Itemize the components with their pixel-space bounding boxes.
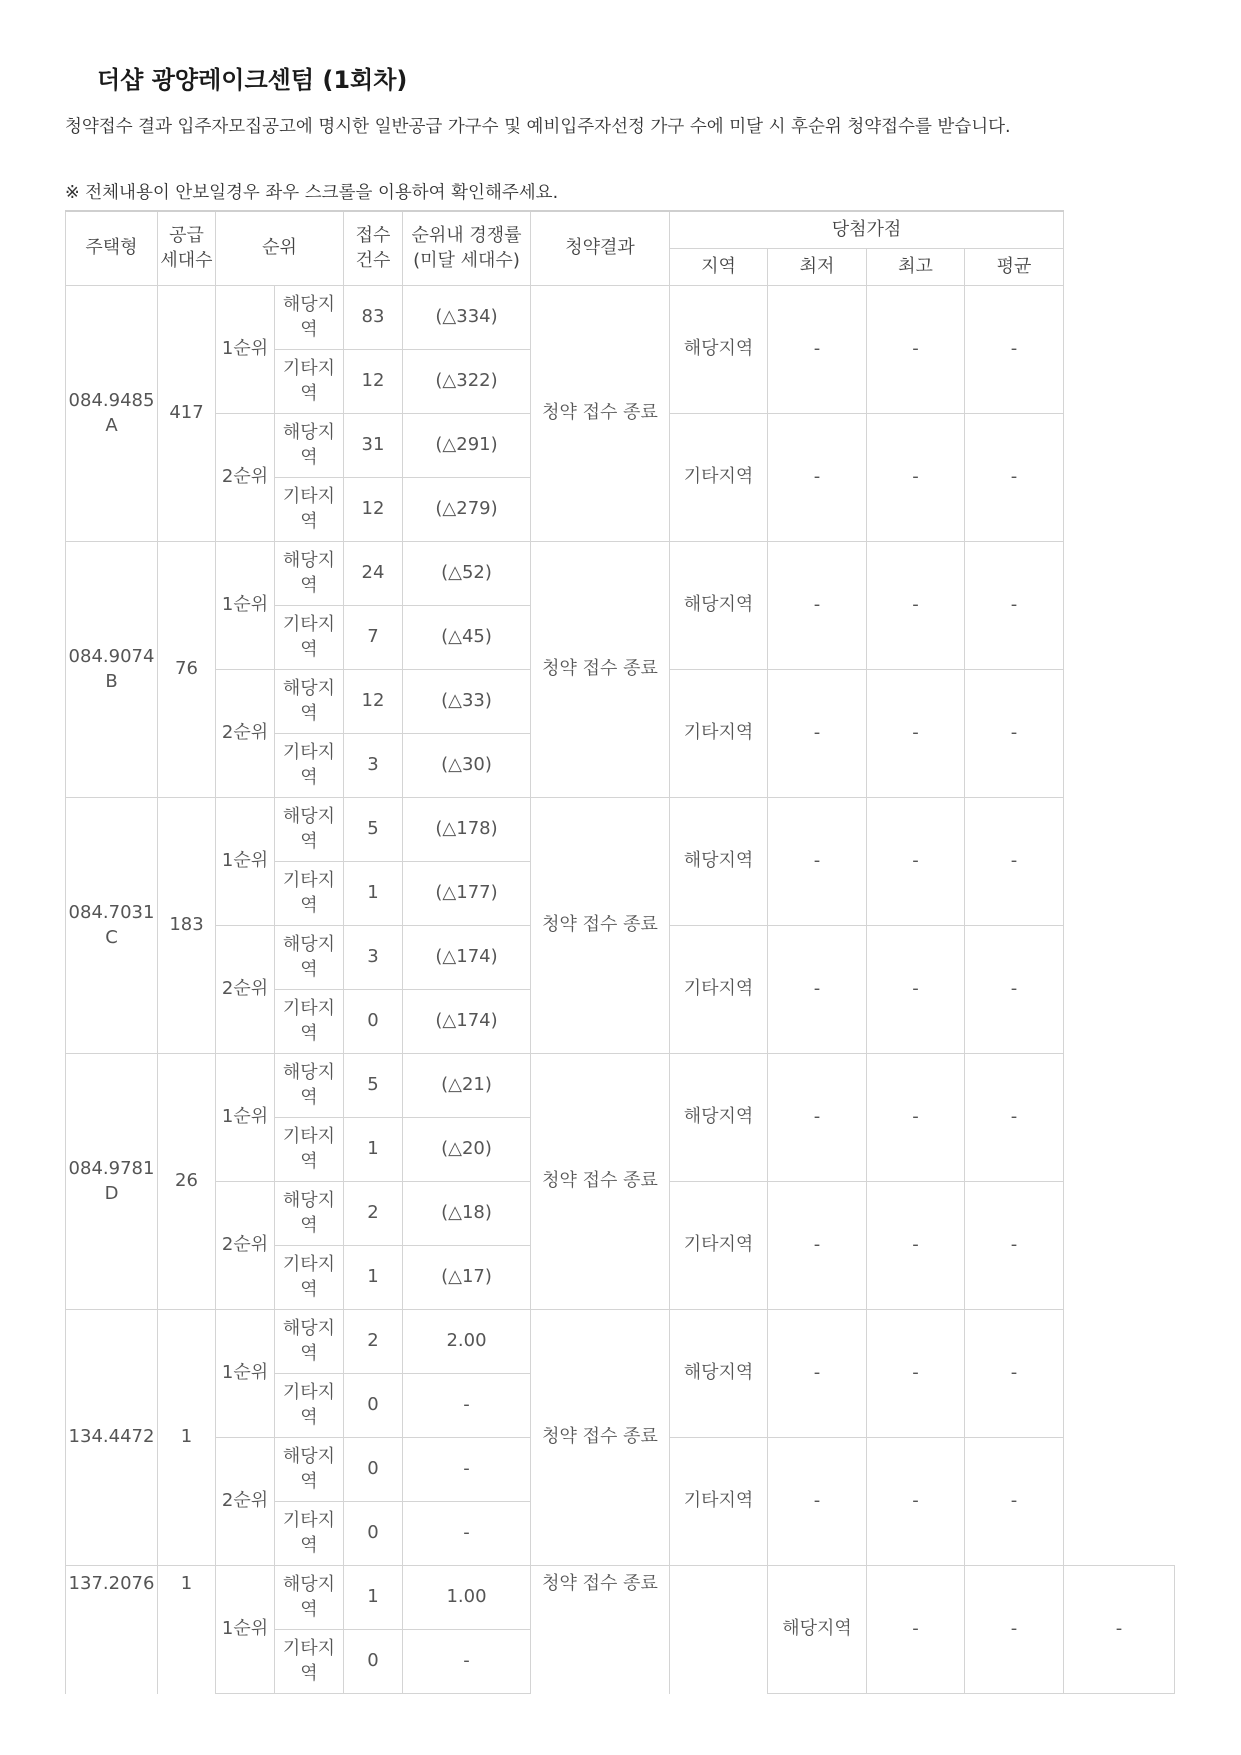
area-cell: 기타지 역 — [275, 478, 344, 542]
score-region-cell: 해당지역 — [670, 1054, 768, 1182]
count-cell: 0 — [344, 1438, 403, 1502]
area-cell: 해당지 역 — [275, 1566, 344, 1630]
count-cell: 0 — [344, 1374, 403, 1438]
count-cell: 12 — [344, 670, 403, 734]
score-region-cell: 해당지역 — [670, 542, 768, 670]
area-cell: 기타지 역 — [275, 734, 344, 798]
count-cell: 0 — [344, 990, 403, 1054]
rank-cell: 2순위 — [216, 1438, 275, 1566]
count-cell: 0 — [344, 1502, 403, 1566]
count-cell: 3 — [344, 734, 403, 798]
count-cell: 1 — [344, 1566, 403, 1630]
score-avg-cell: - — [965, 798, 1064, 926]
ratio-cell: - — [403, 1630, 531, 1694]
area-cell: 기타지 역 — [275, 862, 344, 926]
score-region-cell: 기타지역 — [670, 1438, 768, 1566]
count-cell: 5 — [344, 798, 403, 862]
ratio-cell: (△334) — [403, 286, 531, 350]
score-region-cell: 해당지역 — [768, 1566, 867, 1694]
count-cell: 24 — [344, 542, 403, 606]
score-max-cell: - — [965, 1566, 1064, 1694]
ratio-cell: - — [403, 1374, 531, 1438]
rank-cell: 1순위 — [216, 1054, 275, 1182]
rank-cell: 1순위 — [216, 1310, 275, 1438]
score-avg-cell: - — [965, 926, 1064, 1054]
result-cell: 청약 접수 종료 — [531, 286, 670, 542]
supply-cell: 183 — [158, 798, 216, 1054]
count-cell: 12 — [344, 350, 403, 414]
supply-cell: 417 — [158, 286, 216, 542]
table-row — [66, 1054, 1175, 1118]
score-min-cell: - — [768, 1438, 867, 1566]
score-max-cell: - — [867, 1310, 965, 1438]
ratio-cell: (△52) — [403, 542, 531, 606]
type-cell: 084.7031 C — [66, 798, 158, 1054]
area-cell: 해당지 역 — [275, 670, 344, 734]
ratio-cell: (△30) — [403, 734, 531, 798]
score-max-cell: - — [867, 926, 965, 1054]
area-cell: 해당지 역 — [275, 798, 344, 862]
score-max-cell: - — [867, 414, 965, 542]
table-body — [66, 286, 1175, 1694]
area-cell: 해당지 역 — [275, 1054, 344, 1118]
result-cell: 청약 접수 종료 — [531, 542, 670, 798]
count-cell: 12 — [344, 478, 403, 542]
score-max-cell: - — [867, 798, 965, 926]
ratio-cell: (△33) — [403, 670, 531, 734]
table-row — [66, 286, 1175, 350]
header-supply: 공급 세대수 — [158, 211, 216, 286]
score-min-cell: - — [768, 926, 867, 1054]
score-min-cell: - — [768, 670, 867, 798]
gap-cell — [670, 1566, 768, 1694]
area-cell: 해당지 역 — [275, 1182, 344, 1246]
rank-cell: 2순위 — [216, 670, 275, 798]
score-avg-cell: - — [965, 542, 1064, 670]
score-avg-cell: - — [965, 1438, 1064, 1566]
table-row — [66, 542, 1175, 606]
result-cell: 청약 접수 종료 — [531, 798, 670, 1054]
score-avg-cell: - — [965, 1182, 1064, 1310]
area-cell: 기타지 역 — [275, 1630, 344, 1694]
score-min-cell: - — [768, 414, 867, 542]
score-avg-cell: - — [965, 670, 1064, 798]
type-cell: 084.9485 A — [66, 286, 158, 542]
count-cell: 2 — [344, 1310, 403, 1374]
count-cell: 3 — [344, 926, 403, 990]
area-cell: 해당지 역 — [275, 542, 344, 606]
area-cell: 기타지 역 — [275, 990, 344, 1054]
area-cell: 기타지 역 — [275, 1502, 344, 1566]
score-min-cell: - — [768, 286, 867, 414]
type-cell: 134.4472 — [66, 1310, 158, 1566]
supply-cell: 1 — [158, 1310, 216, 1566]
area-cell: 기타지 역 — [275, 1246, 344, 1310]
count-cell: 1 — [344, 862, 403, 926]
area-cell: 해당지 역 — [275, 286, 344, 350]
header-max: 최고 — [867, 249, 965, 286]
ratio-cell: (△18) — [403, 1182, 531, 1246]
type-cell: 084.9781 D — [66, 1054, 158, 1310]
score-max-cell: - — [867, 670, 965, 798]
area-cell: 기타지 역 — [275, 1374, 344, 1438]
result-cell: 청약 접수 종료 — [531, 1566, 670, 1694]
area-cell: 기타지 역 — [275, 350, 344, 414]
area-cell: 기타지 역 — [275, 1118, 344, 1182]
ratio-cell: (△45) — [403, 606, 531, 670]
score-region-cell: 해당지역 — [670, 286, 768, 414]
count-cell: 5 — [344, 1054, 403, 1118]
score-max-cell: - — [867, 286, 965, 414]
ratio-cell: - — [403, 1502, 531, 1566]
score-region-cell: 해당지역 — [670, 798, 768, 926]
rank-cell: 1순위 — [216, 1566, 275, 1694]
ratio-cell: (△174) — [403, 926, 531, 990]
rank-cell: 1순위 — [216, 286, 275, 414]
score-region-cell: 기타지역 — [670, 670, 768, 798]
header-score: 당첨가점 — [670, 211, 1064, 249]
count-cell: 1 — [344, 1118, 403, 1182]
score-avg-cell: - — [965, 1310, 1064, 1438]
area-cell: 해당지 역 — [275, 926, 344, 990]
header-rank: 순위 — [216, 211, 344, 286]
count-cell: 0 — [344, 1630, 403, 1694]
supply-cell: 26 — [158, 1054, 216, 1310]
count-cell: 7 — [344, 606, 403, 670]
header-count: 접수 건수 — [344, 211, 403, 286]
ratio-cell: (△322) — [403, 350, 531, 414]
score-max-cell: - — [867, 1438, 965, 1566]
table-row — [66, 798, 1175, 862]
score-min-cell: - — [768, 1054, 867, 1182]
rank-cell: 1순위 — [216, 798, 275, 926]
description-text: 청약접수 결과 입주자모집공고에 명시한 일반공급 가구수 및 예비입주자선정 가구 수에 미달 시 후순위 청약접수를 받습니다. — [65, 117, 1011, 137]
page-title: 더샵 광양레이크센텀 (1회차) — [97, 66, 408, 94]
table-row — [66, 1310, 1175, 1374]
area-cell: 해당지 역 — [275, 1310, 344, 1374]
rank-cell: 2순위 — [216, 926, 275, 1054]
score-min-cell: - — [768, 1182, 867, 1310]
score-avg-cell: - — [1064, 1566, 1175, 1694]
table-header — [66, 211, 1175, 286]
score-min-cell: - — [768, 542, 867, 670]
ratio-cell: (△21) — [403, 1054, 531, 1118]
count-cell: 83 — [344, 286, 403, 350]
ratio-cell: 1.00 — [403, 1566, 531, 1630]
ratio-cell: (△17) — [403, 1246, 531, 1310]
type-cell: 137.2076 — [66, 1566, 158, 1694]
score-avg-cell: - — [965, 414, 1064, 542]
area-cell: 해당지 역 — [275, 1438, 344, 1502]
scroll-note: ※ 전체내용이 안보일경우 좌우 스크롤을 이용하여 확인해주세요. — [65, 183, 559, 203]
results-table — [65, 210, 1175, 1694]
score-region-cell: 기타지역 — [670, 926, 768, 1054]
ratio-cell: (△291) — [403, 414, 531, 478]
ratio-cell: (△174) — [403, 990, 531, 1054]
score-min-cell: - — [768, 1310, 867, 1438]
ratio-cell: (△279) — [403, 478, 531, 542]
result-cell: 청약 접수 종료 — [531, 1054, 670, 1310]
rank-cell: 2순위 — [216, 1182, 275, 1310]
area-cell: 해당지 역 — [275, 414, 344, 478]
score-min-cell: - — [867, 1566, 965, 1694]
header-region: 지역 — [670, 249, 768, 286]
ratio-cell: (△177) — [403, 862, 531, 926]
result-cell: 청약 접수 종료 — [531, 1310, 670, 1566]
type-cell: 084.9074 B — [66, 542, 158, 798]
table-row — [66, 1566, 1175, 1630]
score-region-cell: 기타지역 — [670, 414, 768, 542]
ratio-cell: (△178) — [403, 798, 531, 862]
score-max-cell: - — [867, 1054, 965, 1182]
score-avg-cell: - — [965, 286, 1064, 414]
supply-cell: 1 — [158, 1566, 216, 1694]
header-min: 최저 — [768, 249, 867, 286]
ratio-cell: - — [403, 1438, 531, 1502]
header-avg: 평균 — [965, 249, 1064, 286]
rank-cell: 2순위 — [216, 414, 275, 542]
score-avg-cell: - — [965, 1054, 1064, 1182]
score-max-cell: - — [867, 1182, 965, 1310]
area-cell: 기타지 역 — [275, 606, 344, 670]
header-result: 청약결과 — [531, 211, 670, 286]
score-min-cell: - — [768, 798, 867, 926]
count-cell: 31 — [344, 414, 403, 478]
score-region-cell: 해당지역 — [670, 1310, 768, 1438]
header-ratio: 순위내 경쟁률 (미달 세대수) — [403, 211, 531, 286]
score-region-cell: 기타지역 — [670, 1182, 768, 1310]
header-type: 주택형 — [66, 211, 158, 286]
supply-cell: 76 — [158, 542, 216, 798]
ratio-cell: (△20) — [403, 1118, 531, 1182]
rank-cell: 1순위 — [216, 542, 275, 670]
ratio-cell: 2.00 — [403, 1310, 531, 1374]
score-max-cell: - — [867, 542, 965, 670]
count-cell: 2 — [344, 1182, 403, 1246]
count-cell: 1 — [344, 1246, 403, 1310]
